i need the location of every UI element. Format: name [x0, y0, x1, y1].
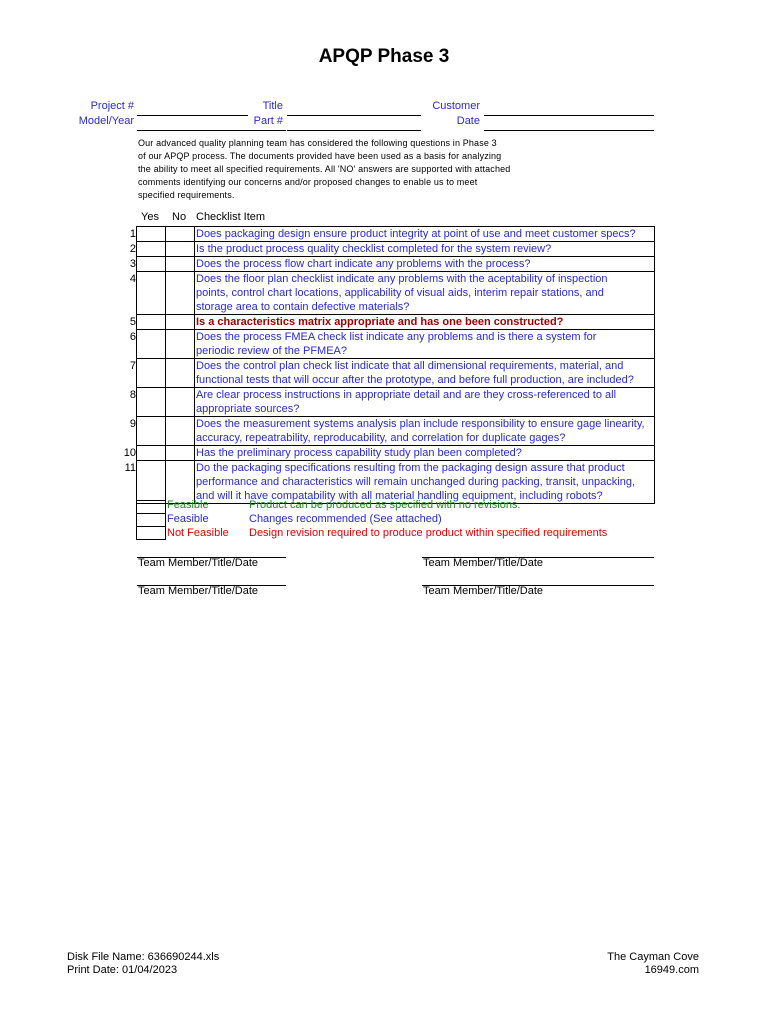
checklist-item-line: Does the control plan check list indicate that all dimensional requirements, material, and — [196, 360, 624, 372]
checklist-item-text — [195, 446, 655, 461]
customer-field[interactable] — [484, 103, 654, 116]
no-checkbox[interactable] — [166, 388, 195, 417]
company-name: The Cayman Cove — [607, 951, 699, 963]
row-number: 9 — [129, 417, 136, 430]
checklist-row — [115, 446, 655, 461]
checklist-table — [115, 226, 655, 504]
no-checkbox[interactable] — [166, 330, 195, 359]
row-number: 3 — [129, 257, 136, 270]
yes-column-header: Yes — [141, 211, 159, 223]
intro-line: of our APQP process. The documents provided have been used as a basis for analyzing — [138, 151, 502, 161]
no-column-header: No — [172, 211, 187, 223]
checklist-row — [115, 388, 655, 417]
checklist-item-line: Does packaging design ensure product integrity at point of use and meet customer specs? — [196, 228, 636, 240]
checklist-item-text — [195, 388, 655, 417]
row-number: 2 — [129, 242, 136, 255]
intro-paragraph — [138, 137, 558, 202]
checklist-row — [115, 257, 655, 272]
intro-line: Our advanced quality planning team has considered the following questions in Phase 3 — [138, 138, 497, 148]
checklist-item-text — [195, 417, 655, 446]
checklist-item-line: Has the preliminary process capability study plan been completed? — [196, 447, 522, 459]
checklist-item-line: accuracy, repeatrability, reproducability, and correlation for duplicate gages? — [196, 432, 566, 444]
no-checkbox[interactable] — [166, 359, 195, 388]
checklist-row — [115, 359, 655, 388]
legend-description: Design revision required to produce product within specified requirements — [249, 527, 608, 539]
date-field[interactable] — [484, 118, 654, 131]
intro-line: specified requirements. — [138, 190, 235, 200]
checklist-item-line: Does the process FMEA check list indicate any problems and is there a system for — [196, 331, 597, 343]
checklist-item-text — [195, 227, 655, 242]
checklist-item-line: appropriate sources? — [196, 403, 300, 415]
checklist-row — [115, 227, 655, 242]
checklist-row — [115, 417, 655, 446]
print-date: Print Date: 01/04/2023 — [67, 964, 178, 976]
date-label: Date — [456, 115, 480, 127]
checklist-item-line: Are clear process instructions in appropriate detail and are they cross-referenced to all — [196, 389, 617, 401]
row-number: 5 — [129, 315, 136, 328]
customer-label: Customer — [432, 100, 480, 112]
yes-checkbox[interactable] — [137, 461, 166, 504]
checklist-item-text — [195, 272, 655, 315]
no-checkbox[interactable] — [166, 417, 195, 446]
yes-checkbox[interactable] — [137, 315, 166, 330]
checklist-item-line: Does the measurement systems analysis plan include responsibility to ensure gage linearity, — [196, 418, 645, 430]
yes-checkbox[interactable] — [137, 227, 166, 242]
row-number: 6 — [129, 330, 136, 343]
checklist-item-column-header: Checklist Item — [196, 211, 266, 223]
yes-checkbox[interactable] — [137, 359, 166, 388]
intro-line: the ability to meet all specified requirements. All 'NO' answers are supported with attached — [138, 164, 511, 174]
checklist-item-text — [195, 330, 655, 359]
checklist-row — [115, 330, 655, 359]
checklist-item-text — [195, 315, 655, 330]
checklist-row — [115, 315, 655, 330]
no-checkbox[interactable] — [166, 446, 195, 461]
yes-checkbox[interactable] — [137, 330, 166, 359]
checklist-item-line: and will it have compatability with all material handling equipment, including robots? — [196, 490, 603, 502]
part-label: Part # — [253, 115, 283, 127]
not-feasible-checkbox[interactable] — [136, 526, 166, 540]
footer-left — [67, 951, 219, 977]
no-checkbox[interactable] — [166, 315, 195, 330]
legend-label: Feasible — [167, 513, 209, 525]
yes-checkbox[interactable] — [137, 388, 166, 417]
checklist-item-line: storage area to contain defective materials? — [196, 301, 410, 313]
signature-label: Team Member/Title/Date — [138, 557, 259, 569]
legend-label: Not Feasible — [167, 527, 229, 539]
checklist-row — [115, 272, 655, 315]
row-number: 10 — [123, 446, 136, 459]
signature-label: Team Member/Title/Date — [423, 557, 544, 569]
no-checkbox[interactable] — [166, 272, 195, 315]
legend-description: Product can be produced as specified with no revisions. — [249, 499, 521, 511]
checklist-item-line: Is a characteristics matrix appropriate and has one been constructed? — [196, 316, 564, 328]
legend-label: Feasible — [167, 499, 209, 511]
project-label: Project # — [90, 100, 134, 112]
no-checkbox[interactable] — [166, 242, 195, 257]
checklist-item-line: points, control chart locations, applicability of visual aids, interim repair stations, and — [196, 287, 604, 299]
website: 16949.com — [644, 964, 699, 976]
checklist-item-line: periodic review of the PFMEA? — [196, 345, 348, 357]
yes-checkbox[interactable] — [137, 242, 166, 257]
row-number: 8 — [129, 388, 136, 401]
yes-checkbox[interactable] — [137, 257, 166, 272]
checklist-item-line: Does the process flow chart indicate any problems with the process? — [196, 258, 531, 270]
checklist-item-line: Do the packaging specifications resulting from the packaging design assure that product — [196, 462, 625, 474]
checklist-row — [115, 242, 655, 257]
disk-file-name: Disk File Name: 636690244.xls — [67, 951, 220, 963]
no-checkbox[interactable] — [166, 257, 195, 272]
signature-label: Team Member/Title/Date — [423, 585, 544, 597]
row-number: 4 — [129, 272, 136, 285]
feasible-checkbox[interactable] — [136, 500, 166, 514]
checklist-item-line: functional tests that will occur after the prototype, and before full production, are included? — [196, 374, 634, 386]
checklist-item-text — [195, 359, 655, 388]
checklist-item-text — [195, 257, 655, 272]
yes-checkbox[interactable] — [137, 417, 166, 446]
row-number: 11 — [124, 461, 136, 474]
signature-label: Team Member/Title/Date — [138, 585, 259, 597]
row-number: 7 — [129, 359, 136, 372]
checklist-item-line: Does the floor plan checklist indicate any problems with the aceptability of inspection — [196, 273, 608, 285]
checklist-item-line: performance and characteristics will remain unchanged during packing, transit, unpacking, — [196, 476, 636, 488]
legend-description: Changes recommended (See attached) — [249, 513, 442, 525]
title-label: Title — [262, 100, 283, 112]
checklist-item-line: Is the product process quality checklist completed for the system review? — [196, 243, 552, 255]
yes-checkbox[interactable] — [137, 446, 166, 461]
feasible-with-changes-checkbox[interactable] — [136, 513, 166, 527]
model-year-label: Model/Year — [78, 115, 134, 127]
page-title: APQP Phase 3 — [318, 46, 450, 67]
footer-right — [607, 951, 699, 977]
checklist-item-text — [195, 242, 655, 257]
row-number: 1 — [129, 227, 136, 240]
no-checkbox[interactable] — [166, 227, 195, 242]
yes-checkbox[interactable] — [137, 272, 166, 315]
intro-line: comments identifying our concerns and/or proposed changes to enable us to meet — [138, 177, 478, 187]
